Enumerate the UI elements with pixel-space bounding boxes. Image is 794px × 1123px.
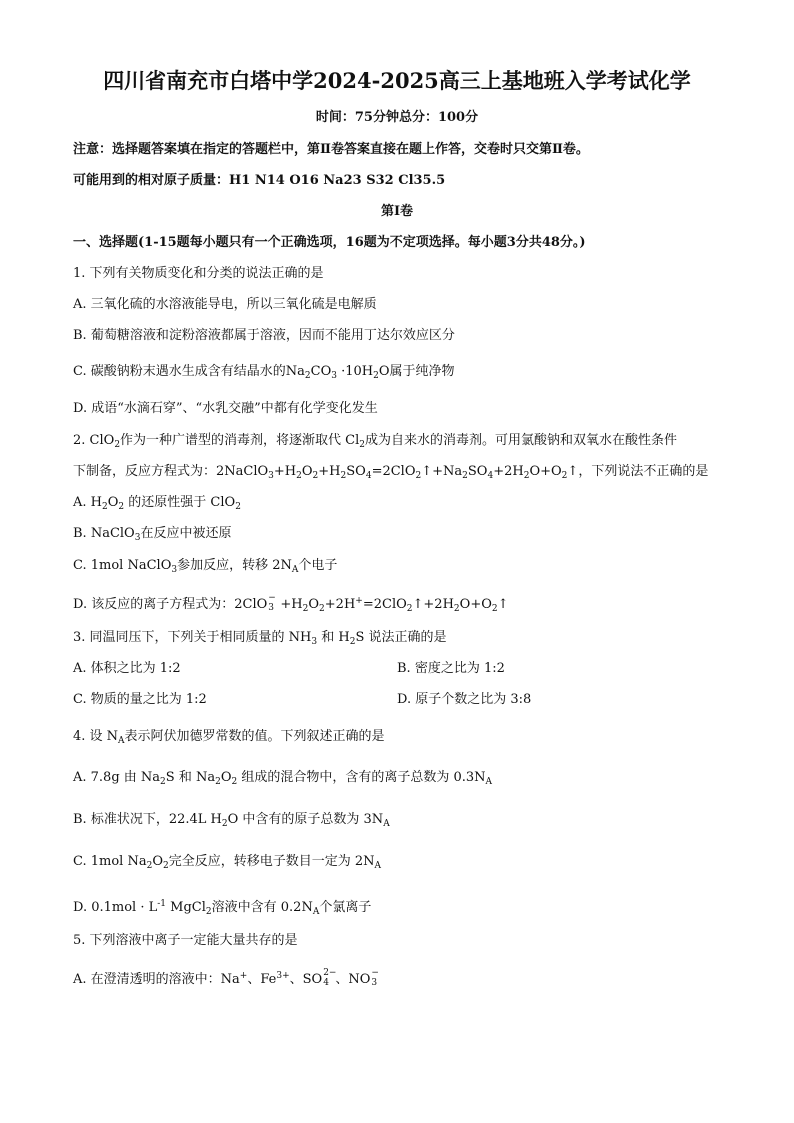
q5-stem: 5. 下列溶液中离子一定能大量共存的是 <box>73 933 298 948</box>
q1-c-text: C. 碳酸钠粉末遇水生成含有结晶水的 <box>73 364 286 379</box>
q3-stem: 3. 同温同压下，下列关于相同质量的 $NH_3$ 和 $H_2S$ 说法正确的是 <box>73 630 447 647</box>
q2-c-b: 参加反应，转移 2N <box>177 558 292 573</box>
section-heading: 一、选择题(1-15题每小题只有一个正确选项，16题为不定项选择。每小题3分共48分。) <box>73 235 586 250</box>
q5-option-a: A. 在澄清透明的溶液中：Na+、$Fe^{3+}$、SO 2− 4 、NO − 3 <box>73 968 379 988</box>
q1-option-c: C. 碳酸钠粉末遇水生成含有结晶水的$Na_2CO_3 \cdot 10H_2O$属于纯净物 <box>73 364 455 381</box>
q2-option-d: D. 该反应的离子方程式为：2ClO − 3 $+H_2O_2+2H^+=2ClO_2↑+2H_2O+O_2↑$ <box>73 593 509 614</box>
q5-a-b: 、Fe <box>247 972 277 987</box>
q4-a-b: S 和 Na <box>165 770 216 785</box>
q1-c-tail: 属于纯净物 <box>389 364 455 379</box>
q3-s-c: S 说法正确的是 <box>355 630 447 645</box>
q4-b-a: B. 标准状况下，22.4L H <box>73 812 222 827</box>
q2-d-a: D. 该反应的离子方程式为：2ClO <box>73 597 268 612</box>
q2-l2-a: 下制备，反应方程式为：2NaClO <box>73 464 269 479</box>
exam-title: 四川省南充市白塔中学2024-2025高三上基地班入学考试化学 <box>103 68 691 93</box>
q2-a-a: A. H <box>73 495 102 510</box>
q2-option-b: B. NaClO$_3$在反应中被还原 <box>73 526 232 543</box>
q2-c-c: 个电子 <box>298 558 338 573</box>
q4-d-a: D. 0.1mol · L <box>73 900 158 915</box>
q2-b-a: B. NaClO <box>73 526 135 541</box>
q2-a-b: 的还原性强于 ClO <box>128 495 236 510</box>
q4-s-b: 表示阿伏加德罗常数的值。下列叙述正确的是 <box>124 729 385 744</box>
q3-option-a: A. 体积之比为 1:2 <box>73 661 181 676</box>
q2-l1-a: 2. ClO <box>73 433 115 448</box>
q3-option-d: D. 原子个数之比为 3:8 <box>397 692 532 707</box>
time-info: 时间：75分钟总分：100分 <box>315 110 479 125</box>
q4-stem: 4. 设 $N_A$表示阿伏加德罗常数的值。下列叙述正确的是 <box>73 729 385 746</box>
q3-option-b: B. 密度之比为 1:2 <box>397 661 505 676</box>
q2-option-a: A. $H_2O_2$ 的还原性强于 ClO$_2$ <box>73 495 241 512</box>
q4-c-b: 完全反应，转移电子数目一定为 2N <box>168 854 375 869</box>
q4-option-b: B. 标准状况下，22.4L $H_2O$ 中含有的原子总数为 $3N_A$ <box>73 812 390 829</box>
q4-a-a: A. 7.8g 由 Na <box>73 770 161 785</box>
q2-l2-b: +H <box>273 464 297 479</box>
q2-l1-c: 成为自来水的消毒剂。可用氯酸钠和双氧水在酸性条件 <box>365 433 678 448</box>
q4-c-a: C. 1mol Na <box>73 854 147 869</box>
q4-option-d: D. $0.1mol \cdot L^{-1}$ MgCl$_2$溶液中含有 $0.2N_A$个氯离子 <box>73 899 372 917</box>
q4-option-a: A. 7.8g 由 $Na_2S$ 和 $Na_2O_2$ 组成的混合物中，含有的离子总数为 $0.3N_A$ <box>73 770 493 787</box>
q2-l1-b: 作为一种广谱型的消毒剂，将逐渐取代 Cl <box>120 433 360 448</box>
q1-c-formula: Na <box>285 364 305 379</box>
q4-option-c: C. 1mol $Na_2O_2$完全反应，转移电子数目一定为 $2N_A$ <box>73 854 382 871</box>
q4-s-a: 4. 设 N <box>73 729 119 744</box>
q2-stem-line1: 2. ClO$_2$作为一种广谱型的消毒剂，将逐渐取代 $Cl_2$成为自来水的消毒剂。可用氯酸钠和双氧水在酸性条件 <box>73 433 678 450</box>
q5-a-d: 、NO <box>335 972 371 987</box>
q4-d-d: 个氯离子 <box>319 900 372 915</box>
notice: 注意：选择题答案填在指定的答题栏中，第Ⅱ卷答案直接在题上作答，交卷时只交第Ⅱ卷。 <box>73 142 589 157</box>
q4-d-b: MgCl <box>166 900 206 915</box>
q1-stem: 1. 下列有关物质变化和分类的说法正确的是 <box>73 266 324 281</box>
q4-d-c: 溶液中含有 0.2N <box>211 900 313 915</box>
q4-b-b: O 中含有的原子总数为 3N <box>227 812 384 827</box>
q5-a-a: A. 在澄清透明的溶液中：Na <box>73 972 240 987</box>
q3-s-a: 3. 同温同压下，下列关于相同质量的 NH <box>73 630 312 645</box>
q2-b-b: 在反应中被还原 <box>140 526 232 541</box>
q3-option-c: C. 物质的量之比为 1:2 <box>73 692 207 707</box>
q2-c-a: C. 1mol NaClO <box>73 558 172 573</box>
atomic-masses: 可能用到的相对原子质量：H1 N14 O16 Na23 S32 Cl35.5 <box>73 173 446 188</box>
q5-a-c: 、SO <box>289 972 323 987</box>
q1-option-d: D. 成语“水滴石穿”、“水乳交融”中都有化学变化发生 <box>73 401 378 416</box>
volume-title: 第Ⅰ卷 <box>380 204 414 219</box>
q2-l2-c: ，下列说法不正确的是 <box>578 464 709 479</box>
q3-s-b: 和 H <box>321 630 350 645</box>
q2-option-c: C. 1mol NaClO$_3$参加反应，转移 $2N_A$个电子 <box>73 558 338 575</box>
q4-a-c: 组成的混合物中，含有的离子总数为 0.3N <box>241 770 486 785</box>
q2-stem-line2: 下制备，反应方程式为：$2NaClO_3+H_2O_2+H_2SO_4=2ClO_2↑+Na_2SO_4+2H_2O+O_2↑$，下列说法不正确的是 <box>73 464 709 481</box>
q1-option-a: A. 三氧化硫的水溶液能导电，所以三氧化硫是电解质 <box>73 297 377 312</box>
q1-option-b: B. 葡萄糖溶液和淀粉溶液都属于溶液，因而不能用丁达尔效应区分 <box>73 328 455 343</box>
